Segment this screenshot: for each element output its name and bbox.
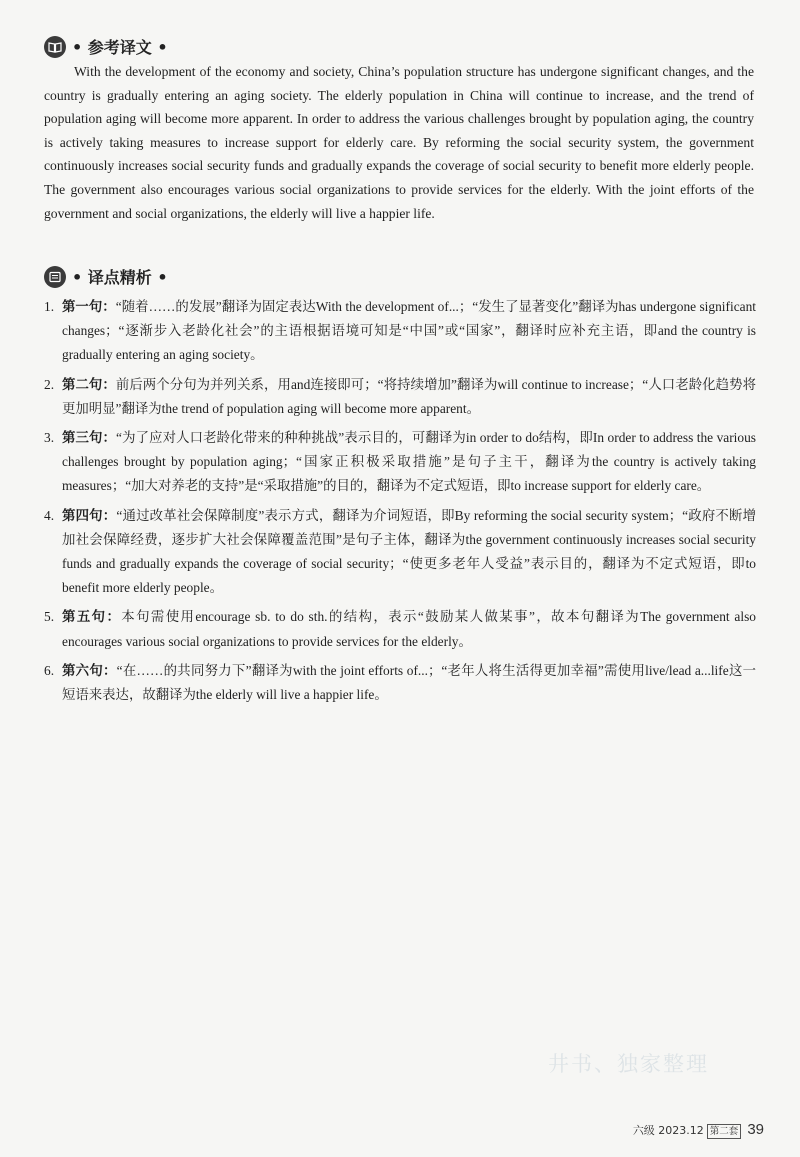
analysis-item <box>44 295 756 368</box>
item-body <box>62 605 756 653</box>
item-body <box>62 295 756 368</box>
section-title: • 译点精析 • <box>72 268 168 287</box>
analysis-list <box>44 295 756 712</box>
item-lead: 第五句： <box>62 609 122 625</box>
item-number: 2. <box>44 376 55 392</box>
reference-translation-heading <box>44 35 168 58</box>
analysis-item <box>44 504 756 601</box>
item-number: 4. <box>44 507 55 523</box>
item-lead: 第一句： <box>62 299 116 314</box>
item-lead: 第三句： <box>62 430 117 446</box>
item-text: “通过改革社会保障制度”表示方式，翻译为介词短语，即By reforming the social security system；“政府不断增加社会保障经费，逐步扩大社会保障覆盖范围”是句子主体，翻译为the government continuously increases social security funds and gradually expands the coverage of social security；“使更多老年人受益”表示目的，翻译为不定式短语，即to benefit more elderly people。 <box>62 507 756 596</box>
item-text: 本句需使用encourage sb. to do sth.的结构，表示“鼓励某人做某事”，故本句翻译为The government also encourages various social organizations to provide services for the elderly。 <box>62 609 756 649</box>
translation-paragraph: With the development of the economy and society, China’s population structure has undergone significant changes, and the country is gradually entering an aging society. The elderly population in China will continue to increase, and the trend of population aging will become more apparent. In order to address the various challenges brought by population aging, the country is actively taking measures to increase support for elderly care. By reforming the social security system, the government continuously increases social security funds and gradually expands the coverage of social security to benefit more elderly people. The government also encourages various social organizations to provide services for the elderly. With the joint efforts of the government and social organizations, the elderly will live a happier life. <box>44 64 754 221</box>
item-lead: 第六句： <box>62 662 117 678</box>
analysis-item <box>44 426 756 499</box>
book-icon <box>44 36 66 58</box>
item-text: “为了应对人口老龄化带来的种种挑战”表示目的，可翻译为in order to do结构，即In order to address the various challenges brought by population aging；“国家正积极采取措施”是句子主干，翻译为the country is actively taking measures；“加大对养老的支持”是“采取措施”的目的，翻译为不定式短语，即to increase support for elderly care。 <box>62 430 757 494</box>
analysis-item <box>44 373 756 421</box>
analysis-heading <box>44 265 168 288</box>
issue-label: 六级 2023.12 <box>632 1124 704 1137</box>
set-badge: 第二套 <box>707 1124 742 1139</box>
item-body <box>62 659 756 707</box>
item-number: 6. <box>44 662 55 678</box>
page-footer <box>633 1121 764 1139</box>
item-text: “在……的共同努力下”翻译为with the joint efforts of...；“老年人将生活得更加幸福”需使用live/lead a...life这一短语来表达，故翻译为the elderly will live a happier life。 <box>62 662 757 703</box>
analysis-item <box>44 605 756 653</box>
page-number: 39 <box>747 1121 764 1138</box>
item-text: “随着……的发展”翻译为固定表达With the development of...；“发生了显著变化”翻译为has undergone significant changes；“逐渐步入老龄化社会”的主语根据语境可知是“中国”或“国家”，翻译时应补充主语，即and the country is gradually entering an aging society。 <box>62 299 756 363</box>
notes-icon <box>44 266 66 288</box>
item-lead: 第四句： <box>62 507 117 523</box>
watermark: 井书、独家整理 <box>548 1052 709 1076</box>
item-number: 1. <box>44 299 55 314</box>
section-title: • 参考译文 • <box>72 38 168 57</box>
item-number: 5. <box>44 609 55 625</box>
item-body <box>62 504 756 601</box>
item-body <box>62 373 756 421</box>
item-lead: 第二句： <box>62 376 116 392</box>
item-text: 前后两个分句为并列关系，用and连接即可；“将持续增加”翻译为will continue to increase；“人口老龄化趋势将更加明显”翻译为the trend of population aging will become more apparent。 <box>62 376 756 416</box>
analysis-item <box>44 659 756 707</box>
item-number: 3. <box>44 430 55 446</box>
item-body <box>62 426 756 499</box>
